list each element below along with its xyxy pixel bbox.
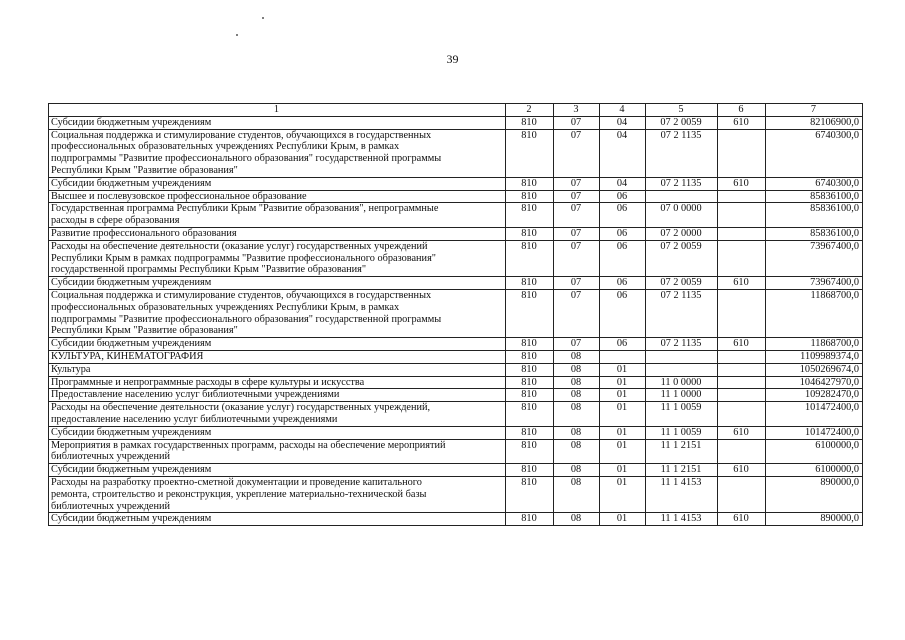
cell-expense-type: 610 [718, 338, 766, 351]
table-row [49, 476, 863, 512]
cell-subsection: 01 [600, 389, 646, 402]
cell-name: Субсидии бюджетным учреждениям [49, 513, 506, 526]
cell-subsection: 01 [600, 402, 646, 427]
cell-section: 08 [554, 376, 600, 389]
cell-grbs: 810 [506, 227, 554, 240]
cell-section: 08 [554, 476, 600, 512]
cell-section: 08 [554, 363, 600, 376]
cell-name: Мероприятия в рамках государственных программ, расходы на обеспечение мероприятий библиотечных учреждений [49, 439, 506, 464]
table-row [49, 203, 863, 228]
cell-sum: 11868700,0 [766, 289, 863, 337]
cell-grbs: 810 [506, 402, 554, 427]
cell-section: 07 [554, 190, 600, 203]
cell-expense-type [718, 227, 766, 240]
cell-sum: 11868700,0 [766, 338, 863, 351]
cell-target-article [646, 350, 718, 363]
cell-section: 08 [554, 426, 600, 439]
cell-grbs: 810 [506, 129, 554, 177]
table-row [49, 177, 863, 190]
cell-sum: 101472400,0 [766, 402, 863, 427]
cell-grbs: 810 [506, 277, 554, 290]
scan-speck [236, 34, 238, 36]
cell-sum: 1050269674,0 [766, 363, 863, 376]
cell-name: Субсидии бюджетным учреждениям [49, 338, 506, 351]
cell-target-article: 11 1 2151 [646, 464, 718, 477]
cell-section: 08 [554, 439, 600, 464]
cell-grbs: 810 [506, 476, 554, 512]
cell-expense-type: 610 [718, 116, 766, 129]
cell-grbs: 810 [506, 376, 554, 389]
cell-section: 07 [554, 129, 600, 177]
page-number: 39 [446, 52, 459, 66]
cell-name: Субсидии бюджетным учреждениям [49, 277, 506, 290]
cell-expense-type [718, 203, 766, 228]
cell-sum: 82106900,0 [766, 116, 863, 129]
cell-target-article: 11 1 0000 [646, 389, 718, 402]
cell-sum: 85836100,0 [766, 203, 863, 228]
scan-speck [262, 17, 264, 19]
cell-grbs: 810 [506, 389, 554, 402]
cell-target-article [646, 190, 718, 203]
cell-sum: 85836100,0 [766, 190, 863, 203]
cell-subsection: 06 [600, 190, 646, 203]
table-row [49, 513, 863, 526]
cell-name: КУЛЬТУРА, КИНЕМАТОГРАФИЯ [49, 350, 506, 363]
cell-section: 08 [554, 389, 600, 402]
table-row [49, 376, 863, 389]
cell-section: 07 [554, 203, 600, 228]
table-row [49, 389, 863, 402]
table-row [49, 338, 863, 351]
cell-subsection: 01 [600, 513, 646, 526]
cell-subsection: 06 [600, 277, 646, 290]
cell-subsection: 01 [600, 439, 646, 464]
cell-target-article: 11 1 0059 [646, 402, 718, 427]
cell-sum: 890000,0 [766, 513, 863, 526]
cell-subsection: 06 [600, 289, 646, 337]
cell-sum: 6100000,0 [766, 439, 863, 464]
cell-grbs: 810 [506, 289, 554, 337]
cell-sum: 890000,0 [766, 476, 863, 512]
cell-name: Субсидии бюджетным учреждениям [49, 426, 506, 439]
cell-name: Расходы на обеспечение деятельности (оказание услуг) государственных учреждений, предоставление населению услуг библиотечными учреждениями [49, 402, 506, 427]
cell-grbs: 810 [506, 190, 554, 203]
cell-name: Социальная поддержка и стимулирование студентов, обучающихся в государственных профессиональных образовательных учреждениях Республики Крым, в рамках подпрограммы "Развитие профессионального образования" государственной программы Республики Крым "Развитие образования" [49, 129, 506, 177]
cell-section: 08 [554, 350, 600, 363]
cell-grbs: 810 [506, 240, 554, 276]
cell-expense-type [718, 240, 766, 276]
cell-sum: 73967400,0 [766, 277, 863, 290]
header-cell-target-article: 5 [646, 104, 718, 117]
header-cell-expense-type: 6 [718, 104, 766, 117]
cell-expense-type: 610 [718, 464, 766, 477]
cell-expense-type [718, 402, 766, 427]
cell-expense-type [718, 129, 766, 177]
cell-name: Высшее и послевузовское профессиональное образование [49, 190, 506, 203]
header-cell-grbs: 2 [506, 104, 554, 117]
table-row [49, 277, 863, 290]
cell-target-article: 07 2 0059 [646, 116, 718, 129]
cell-name: Социальная поддержка и стимулирование студентов, обучающихся в государственных профессиональных образовательных учреждениях Республики Крым, в рамках подпрограммы "Развитие профессионального образования" государственной программы Республики Крым "Развитие образования" [49, 289, 506, 337]
cell-sum: 6740300,0 [766, 129, 863, 177]
table-row [49, 116, 863, 129]
cell-expense-type [718, 389, 766, 402]
cell-subsection: 01 [600, 426, 646, 439]
cell-subsection: 01 [600, 464, 646, 477]
cell-target-article: 11 1 0059 [646, 426, 718, 439]
table-body [49, 104, 863, 526]
cell-sum: 6740300,0 [766, 177, 863, 190]
budget-table [48, 103, 863, 526]
cell-target-article: 07 2 0000 [646, 227, 718, 240]
table-row [49, 227, 863, 240]
header-cell-subsection: 4 [600, 104, 646, 117]
cell-name: Расходы на разработку проектно-сметной документации и проведение капитального ремонта, строительство и реконструкция, укрепление материально-технической базы библиотечных учреждений [49, 476, 506, 512]
cell-expense-type: 610 [718, 426, 766, 439]
cell-expense-type [718, 476, 766, 512]
header-cell-name: 1 [49, 104, 506, 117]
cell-subsection: 06 [600, 203, 646, 228]
cell-grbs: 810 [506, 338, 554, 351]
cell-subsection: 01 [600, 376, 646, 389]
cell-grbs: 810 [506, 464, 554, 477]
header-cell-sum: 7 [766, 104, 863, 117]
cell-expense-type [718, 376, 766, 389]
cell-section: 07 [554, 289, 600, 337]
table-row [49, 129, 863, 177]
cell-section: 07 [554, 338, 600, 351]
cell-name: Программные и непрограммные расходы в сфере культуры и искусства [49, 376, 506, 389]
cell-grbs: 810 [506, 439, 554, 464]
cell-target-article: 07 0 0000 [646, 203, 718, 228]
cell-subsection: 01 [600, 363, 646, 376]
cell-subsection: 04 [600, 177, 646, 190]
cell-sum: 1046427970,0 [766, 376, 863, 389]
cell-grbs: 810 [506, 116, 554, 129]
cell-section: 08 [554, 402, 600, 427]
cell-target-article: 07 2 0059 [646, 277, 718, 290]
cell-name: Субсидии бюджетным учреждениям [49, 177, 506, 190]
cell-expense-type [718, 363, 766, 376]
cell-subsection: 06 [600, 240, 646, 276]
cell-expense-type: 610 [718, 277, 766, 290]
cell-name: Субсидии бюджетным учреждениям [49, 464, 506, 477]
cell-grbs: 810 [506, 177, 554, 190]
cell-section: 07 [554, 240, 600, 276]
cell-name: Субсидии бюджетным учреждениям [49, 116, 506, 129]
cell-target-article: 07 2 1135 [646, 289, 718, 337]
cell-sum: 73967400,0 [766, 240, 863, 276]
table-row [49, 289, 863, 337]
cell-target-article: 07 2 1135 [646, 338, 718, 351]
cell-target-article: 07 2 1135 [646, 129, 718, 177]
cell-expense-type: 610 [718, 513, 766, 526]
table-row [49, 402, 863, 427]
cell-subsection: 06 [600, 227, 646, 240]
table-row [49, 464, 863, 477]
cell-expense-type [718, 439, 766, 464]
cell-expense-type: 610 [718, 177, 766, 190]
table-row [49, 240, 863, 276]
cell-sum: 85836100,0 [766, 227, 863, 240]
cell-target-article: 07 2 1135 [646, 177, 718, 190]
cell-name: Государственная программа Республики Крым "Развитие образования", непрограммные расходы в сфере образования [49, 203, 506, 228]
cell-section: 07 [554, 227, 600, 240]
cell-grbs: 810 [506, 350, 554, 363]
cell-grbs: 810 [506, 203, 554, 228]
header-cell-section: 3 [554, 104, 600, 117]
cell-target-article: 11 1 4153 [646, 513, 718, 526]
cell-section: 07 [554, 277, 600, 290]
cell-sum: 101472400,0 [766, 426, 863, 439]
table-row [49, 363, 863, 376]
cell-target-article: 11 0 0000 [646, 376, 718, 389]
cell-target-article [646, 363, 718, 376]
cell-sum: 6100000,0 [766, 464, 863, 477]
cell-expense-type [718, 350, 766, 363]
cell-grbs: 810 [506, 363, 554, 376]
cell-name: Развитие профессионального образования [49, 227, 506, 240]
cell-name: Предоставление населению услуг библиотечными учреждениями [49, 389, 506, 402]
cell-subsection: 04 [600, 116, 646, 129]
cell-grbs: 810 [506, 513, 554, 526]
table-row [49, 439, 863, 464]
cell-subsection [600, 350, 646, 363]
cell-grbs: 810 [506, 426, 554, 439]
cell-section: 08 [554, 464, 600, 477]
cell-expense-type [718, 190, 766, 203]
cell-expense-type [718, 289, 766, 337]
cell-sum: 109282470,0 [766, 389, 863, 402]
table-row [49, 190, 863, 203]
cell-target-article: 11 1 2151 [646, 439, 718, 464]
cell-target-article: 07 2 0059 [646, 240, 718, 276]
cell-section: 07 [554, 116, 600, 129]
table-row [49, 350, 863, 363]
cell-name: Расходы на обеспечение деятельности (оказание услуг) государственных учреждений Республики Крым в рамках подпрограммы "Развитие профессионального образования" государственной программы Республики Крым "Развитие образования" [49, 240, 506, 276]
table-header-row [49, 104, 863, 117]
cell-target-article: 11 1 4153 [646, 476, 718, 512]
cell-name: Культура [49, 363, 506, 376]
cell-sum: 1109989374,0 [766, 350, 863, 363]
cell-subsection: 04 [600, 129, 646, 177]
cell-section: 07 [554, 177, 600, 190]
cell-subsection: 01 [600, 476, 646, 512]
cell-subsection: 06 [600, 338, 646, 351]
cell-section: 08 [554, 513, 600, 526]
table-row [49, 426, 863, 439]
